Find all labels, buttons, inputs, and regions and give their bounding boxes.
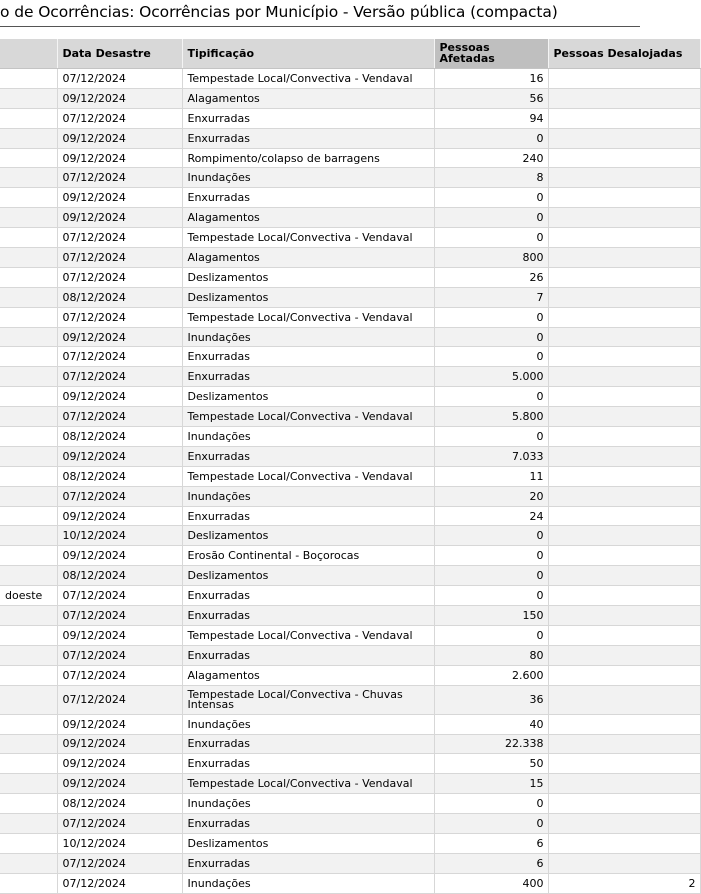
cell-pessoas-afetadas: 0 <box>434 347 548 367</box>
cell-pessoas-desalojadas <box>548 606 700 626</box>
cell-pessoas-afetadas: 16 <box>434 69 548 89</box>
table-row <box>0 814 700 834</box>
cell-pessoas-afetadas: 6 <box>434 853 548 873</box>
cell-pessoas-afetadas: 0 <box>434 327 548 347</box>
cell-pessoas-desalojadas <box>548 367 700 387</box>
table-row <box>0 208 700 228</box>
table-row <box>0 188 700 208</box>
cell-pessoas-desalojadas <box>548 566 700 586</box>
cell-pessoas-afetadas: 0 <box>434 794 548 814</box>
table-row <box>0 427 700 447</box>
cell-tipificacao: Deslizamentos <box>182 287 434 307</box>
cell-data-desastre: 07/12/2024 <box>57 814 182 834</box>
cell-municipio <box>0 794 57 814</box>
cell-data-desastre: 09/12/2024 <box>57 188 182 208</box>
cell-data-desastre: 09/12/2024 <box>57 734 182 754</box>
cell-municipio <box>0 566 57 586</box>
cell-tipificacao: Tempestade Local/Convectiva - Vendaval <box>182 307 434 327</box>
cell-pessoas-desalojadas <box>548 734 700 754</box>
cell-pessoas-afetadas: 0 <box>434 625 548 645</box>
cell-tipificacao: Tempestade Local/Convectiva - Vendaval <box>182 625 434 645</box>
cell-pessoas-afetadas: 0 <box>434 307 548 327</box>
table-row <box>0 327 700 347</box>
cell-data-desastre: 10/12/2024 <box>57 526 182 546</box>
table-row <box>0 506 700 526</box>
table-row <box>0 307 700 327</box>
cell-pessoas-desalojadas <box>548 794 700 814</box>
cell-pessoas-afetadas: 6 <box>434 833 548 853</box>
cell-data-desastre: 07/12/2024 <box>57 873 182 893</box>
cell-data-desastre: 09/12/2024 <box>57 546 182 566</box>
cell-municipio <box>0 307 57 327</box>
table-row <box>0 625 700 645</box>
table-header <box>0 39 700 69</box>
cell-data-desastre: 08/12/2024 <box>57 566 182 586</box>
cell-tipificacao: Alagamentos <box>182 248 434 268</box>
cell-data-desastre: 07/12/2024 <box>57 69 182 89</box>
cell-pessoas-desalojadas <box>548 88 700 108</box>
cell-pessoas-desalojadas <box>548 665 700 685</box>
cell-municipio <box>0 625 57 645</box>
cell-municipio <box>0 228 57 248</box>
cell-data-desastre: 08/12/2024 <box>57 794 182 814</box>
cell-pessoas-afetadas: 24 <box>434 506 548 526</box>
cell-data-desastre: 07/12/2024 <box>57 267 182 287</box>
cell-data-desastre: 09/12/2024 <box>57 446 182 466</box>
cell-tipificacao: Enxurradas <box>182 645 434 665</box>
table-row <box>0 407 700 427</box>
cell-pessoas-desalojadas <box>548 486 700 506</box>
cell-pessoas-desalojadas <box>548 267 700 287</box>
cell-pessoas-afetadas: 0 <box>434 526 548 546</box>
cell-pessoas-afetadas: 7 <box>434 287 548 307</box>
cell-pessoas-desalojadas <box>548 307 700 327</box>
cell-municipio <box>0 853 57 873</box>
cell-municipio <box>0 645 57 665</box>
cell-data-desastre: 09/12/2024 <box>57 128 182 148</box>
cell-pessoas-afetadas: 400 <box>434 873 548 893</box>
cell-municipio <box>0 327 57 347</box>
cell-pessoas-desalojadas <box>548 446 700 466</box>
table-row <box>0 714 700 734</box>
cell-pessoas-desalojadas <box>548 407 700 427</box>
cell-data-desastre: 09/12/2024 <box>57 387 182 407</box>
cell-pessoas-desalojadas <box>548 754 700 774</box>
cell-tipificacao: Enxurradas <box>182 128 434 148</box>
table-row <box>0 367 700 387</box>
cell-data-desastre: 09/12/2024 <box>57 625 182 645</box>
cell-pessoas-afetadas: 5.000 <box>434 367 548 387</box>
cell-pessoas-desalojadas <box>548 69 700 89</box>
cell-municipio <box>0 387 57 407</box>
cell-data-desastre: 09/12/2024 <box>57 327 182 347</box>
cell-municipio <box>0 208 57 228</box>
column-header-municipio[interactable] <box>0 39 57 69</box>
table-row <box>0 734 700 754</box>
cell-data-desastre: 07/12/2024 <box>57 228 182 248</box>
title-divider <box>0 26 640 27</box>
table-row <box>0 754 700 774</box>
cell-pessoas-desalojadas <box>548 714 700 734</box>
table-row <box>0 486 700 506</box>
cell-pessoas-desalojadas <box>548 685 700 714</box>
cell-pessoas-afetadas: 0 <box>434 188 548 208</box>
cell-data-desastre: 07/12/2024 <box>57 367 182 387</box>
cell-data-desastre: 07/12/2024 <box>57 168 182 188</box>
cell-pessoas-afetadas: 20 <box>434 486 548 506</box>
cell-pessoas-afetadas: 7.033 <box>434 446 548 466</box>
table-row <box>0 387 700 407</box>
table-row <box>0 466 700 486</box>
cell-municipio <box>0 466 57 486</box>
cell-municipio <box>0 833 57 853</box>
cell-data-desastre: 09/12/2024 <box>57 774 182 794</box>
table-row <box>0 88 700 108</box>
cell-tipificacao: Inundações <box>182 714 434 734</box>
cell-pessoas-desalojadas <box>548 427 700 447</box>
cell-municipio <box>0 407 57 427</box>
cell-pessoas-desalojadas <box>548 833 700 853</box>
cell-municipio <box>0 714 57 734</box>
table-row <box>0 347 700 367</box>
cell-municipio <box>0 754 57 774</box>
table-body <box>0 69 700 894</box>
cell-municipio <box>0 367 57 387</box>
cell-pessoas-desalojadas <box>548 188 700 208</box>
cell-municipio <box>0 88 57 108</box>
table-row <box>0 128 700 148</box>
cell-municipio <box>0 69 57 89</box>
cell-pessoas-desalojadas <box>548 228 700 248</box>
cell-tipificacao: Tempestade Local/Convectiva - Vendaval <box>182 69 434 89</box>
cell-data-desastre: 10/12/2024 <box>57 833 182 853</box>
cell-municipio <box>0 108 57 128</box>
cell-municipio <box>0 506 57 526</box>
cell-pessoas-afetadas: 0 <box>434 427 548 447</box>
cell-municipio <box>0 148 57 168</box>
cell-municipio <box>0 606 57 626</box>
cell-tipificacao: Tempestade Local/Convectiva - Vendaval <box>182 228 434 248</box>
cell-tipificacao: Enxurradas <box>182 347 434 367</box>
cell-tipificacao: Deslizamentos <box>182 387 434 407</box>
cell-data-desastre: 07/12/2024 <box>57 347 182 367</box>
cell-pessoas-afetadas: 5.800 <box>434 407 548 427</box>
cell-pessoas-afetadas: 22.338 <box>434 734 548 754</box>
cell-tipificacao: Tempestade Local/Convectiva - Vendaval <box>182 774 434 794</box>
cell-municipio <box>0 814 57 834</box>
table-row <box>0 794 700 814</box>
cell-pessoas-afetadas: 94 <box>434 108 548 128</box>
cell-tipificacao: Enxurradas <box>182 606 434 626</box>
cell-tipificacao: Tempestade Local/Convectiva - Vendaval <box>182 466 434 486</box>
occurrences-table-container[interactable] <box>0 39 696 890</box>
cell-data-desastre: 08/12/2024 <box>57 287 182 307</box>
cell-pessoas-desalojadas <box>548 128 700 148</box>
table-row <box>0 833 700 853</box>
cell-data-desastre: 07/12/2024 <box>57 486 182 506</box>
cell-pessoas-desalojadas <box>548 148 700 168</box>
cell-tipificacao: Enxurradas <box>182 506 434 526</box>
page-title: o de Ocorrências: Ocorrências por Município - Versão pública (compacta) <box>0 3 558 21</box>
table-row <box>0 665 700 685</box>
cell-pessoas-afetadas: 240 <box>434 148 548 168</box>
cell-pessoas-afetadas: 26 <box>434 267 548 287</box>
cell-municipio <box>0 446 57 466</box>
cell-tipificacao: Inundações <box>182 873 434 893</box>
cell-pessoas-desalojadas <box>548 526 700 546</box>
table-row <box>0 526 700 546</box>
cell-pessoas-afetadas: 50 <box>434 754 548 774</box>
cell-data-desastre: 07/12/2024 <box>57 407 182 427</box>
cell-tipificacao: Deslizamentos <box>182 526 434 546</box>
cell-tipificacao: Deslizamentos <box>182 267 434 287</box>
cell-data-desastre: 07/12/2024 <box>57 108 182 128</box>
table-row <box>0 873 700 893</box>
cell-data-desastre: 07/12/2024 <box>57 606 182 626</box>
cell-pessoas-afetadas: 36 <box>434 685 548 714</box>
table-row <box>0 168 700 188</box>
cell-pessoas-afetadas: 11 <box>434 466 548 486</box>
column-header-pessoas-desalojadas[interactable]: Pessoas Desalojadas <box>548 39 700 69</box>
cell-tipificacao: Enxurradas <box>182 367 434 387</box>
cell-pessoas-desalojadas <box>548 208 700 228</box>
cell-tipificacao: Rompimento/colapso de barragens <box>182 148 434 168</box>
cell-pessoas-afetadas: 0 <box>434 387 548 407</box>
cell-pessoas-desalojadas <box>548 546 700 566</box>
cell-municipio <box>0 665 57 685</box>
table-row <box>0 267 700 287</box>
cell-pessoas-afetadas: 150 <box>434 606 548 626</box>
cell-tipificacao: Deslizamentos <box>182 566 434 586</box>
table-row <box>0 228 700 248</box>
cell-pessoas-afetadas: 80 <box>434 645 548 665</box>
table-row <box>0 645 700 665</box>
cell-tipificacao: Inundações <box>182 794 434 814</box>
table-row <box>0 546 700 566</box>
cell-pessoas-desalojadas <box>548 506 700 526</box>
column-header-data-desastre[interactable]: Data Desastre <box>57 39 182 69</box>
cell-pessoas-afetadas: 800 <box>434 248 548 268</box>
column-header-pessoas-afetadas[interactable]: Pessoas Afetadas <box>434 39 548 69</box>
cell-data-desastre: 09/12/2024 <box>57 714 182 734</box>
cell-municipio: doeste <box>0 586 57 606</box>
cell-municipio <box>0 287 57 307</box>
cell-tipificacao: Alagamentos <box>182 88 434 108</box>
cell-municipio <box>0 128 57 148</box>
cell-municipio <box>0 546 57 566</box>
cell-tipificacao: Alagamentos <box>182 665 434 685</box>
table-row <box>0 606 700 626</box>
column-header-tipificacao[interactable]: Tipificação <box>182 39 434 69</box>
cell-tipificacao: Enxurradas <box>182 734 434 754</box>
cell-pessoas-desalojadas <box>548 248 700 268</box>
cell-data-desastre: 09/12/2024 <box>57 88 182 108</box>
cell-tipificacao: Inundações <box>182 486 434 506</box>
table-row <box>0 108 700 128</box>
cell-tipificacao: Alagamentos <box>182 208 434 228</box>
cell-pessoas-afetadas: 0 <box>434 228 548 248</box>
cell-municipio <box>0 526 57 546</box>
cell-municipio <box>0 685 57 714</box>
cell-tipificacao: Enxurradas <box>182 446 434 466</box>
cell-pessoas-desalojadas <box>548 586 700 606</box>
cell-pessoas-afetadas: 56 <box>434 88 548 108</box>
cell-pessoas-desalojadas: 2 <box>548 873 700 893</box>
cell-data-desastre: 08/12/2024 <box>57 427 182 447</box>
cell-municipio <box>0 188 57 208</box>
cell-pessoas-afetadas: 15 <box>434 774 548 794</box>
table-row <box>0 248 700 268</box>
cell-data-desastre: 07/12/2024 <box>57 665 182 685</box>
cell-pessoas-desalojadas <box>548 814 700 834</box>
cell-pessoas-desalojadas <box>548 387 700 407</box>
cell-tipificacao: Tempestade Local/Convectiva - Chuvas Intensas <box>182 685 434 714</box>
cell-tipificacao: Enxurradas <box>182 108 434 128</box>
cell-pessoas-afetadas: 0 <box>434 208 548 228</box>
cell-municipio <box>0 486 57 506</box>
table-row <box>0 69 700 89</box>
cell-pessoas-desalojadas <box>548 108 700 128</box>
cell-pessoas-desalojadas <box>548 774 700 794</box>
cell-municipio <box>0 734 57 754</box>
cell-tipificacao: Enxurradas <box>182 754 434 774</box>
cell-tipificacao: Enxurradas <box>182 586 434 606</box>
cell-data-desastre: 09/12/2024 <box>57 754 182 774</box>
cell-municipio <box>0 168 57 188</box>
cell-data-desastre: 07/12/2024 <box>57 645 182 665</box>
cell-tipificacao: Erosão Continental - Boçorocas <box>182 546 434 566</box>
cell-pessoas-afetadas: 0 <box>434 546 548 566</box>
table-row <box>0 446 700 466</box>
cell-data-desastre: 07/12/2024 <box>57 586 182 606</box>
cell-municipio <box>0 427 57 447</box>
table-row <box>0 287 700 307</box>
cell-pessoas-afetadas: 0 <box>434 586 548 606</box>
cell-data-desastre: 09/12/2024 <box>57 208 182 228</box>
cell-data-desastre: 09/12/2024 <box>57 148 182 168</box>
cell-pessoas-desalojadas <box>548 645 700 665</box>
cell-municipio <box>0 347 57 367</box>
cell-pessoas-desalojadas <box>548 347 700 367</box>
table-row <box>0 774 700 794</box>
cell-pessoas-afetadas: 0 <box>434 566 548 586</box>
cell-pessoas-afetadas: 8 <box>434 168 548 188</box>
cell-tipificacao: Enxurradas <box>182 188 434 208</box>
occurrences-table <box>0 39 701 894</box>
cell-municipio <box>0 248 57 268</box>
cell-municipio <box>0 873 57 893</box>
cell-pessoas-afetadas: 0 <box>434 128 548 148</box>
cell-data-desastre: 07/12/2024 <box>57 307 182 327</box>
table-row <box>0 148 700 168</box>
cell-pessoas-afetadas: 2.600 <box>434 665 548 685</box>
cell-pessoas-afetadas: 40 <box>434 714 548 734</box>
table-row <box>0 685 700 714</box>
cell-data-desastre: 09/12/2024 <box>57 506 182 526</box>
cell-municipio <box>0 267 57 287</box>
cell-tipificacao: Inundações <box>182 168 434 188</box>
cell-pessoas-desalojadas <box>548 168 700 188</box>
header-row <box>0 39 700 69</box>
cell-pessoas-desalojadas <box>548 625 700 645</box>
cell-tipificacao: Enxurradas <box>182 853 434 873</box>
cell-tipificacao: Tempestade Local/Convectiva - Vendaval <box>182 407 434 427</box>
table-row <box>0 566 700 586</box>
cell-data-desastre: 08/12/2024 <box>57 466 182 486</box>
table-row <box>0 853 700 873</box>
cell-tipificacao: Inundações <box>182 327 434 347</box>
cell-tipificacao: Inundações <box>182 427 434 447</box>
cell-pessoas-desalojadas <box>548 853 700 873</box>
cell-pessoas-desalojadas <box>548 287 700 307</box>
cell-pessoas-desalojadas <box>548 327 700 347</box>
table-row <box>0 586 700 606</box>
cell-tipificacao: Deslizamentos <box>182 833 434 853</box>
cell-pessoas-afetadas: 0 <box>434 814 548 834</box>
cell-pessoas-desalojadas <box>548 466 700 486</box>
cell-data-desastre: 07/12/2024 <box>57 853 182 873</box>
cell-tipificacao: Enxurradas <box>182 814 434 834</box>
cell-data-desastre: 07/12/2024 <box>57 685 182 714</box>
cell-municipio <box>0 774 57 794</box>
cell-data-desastre: 07/12/2024 <box>57 248 182 268</box>
